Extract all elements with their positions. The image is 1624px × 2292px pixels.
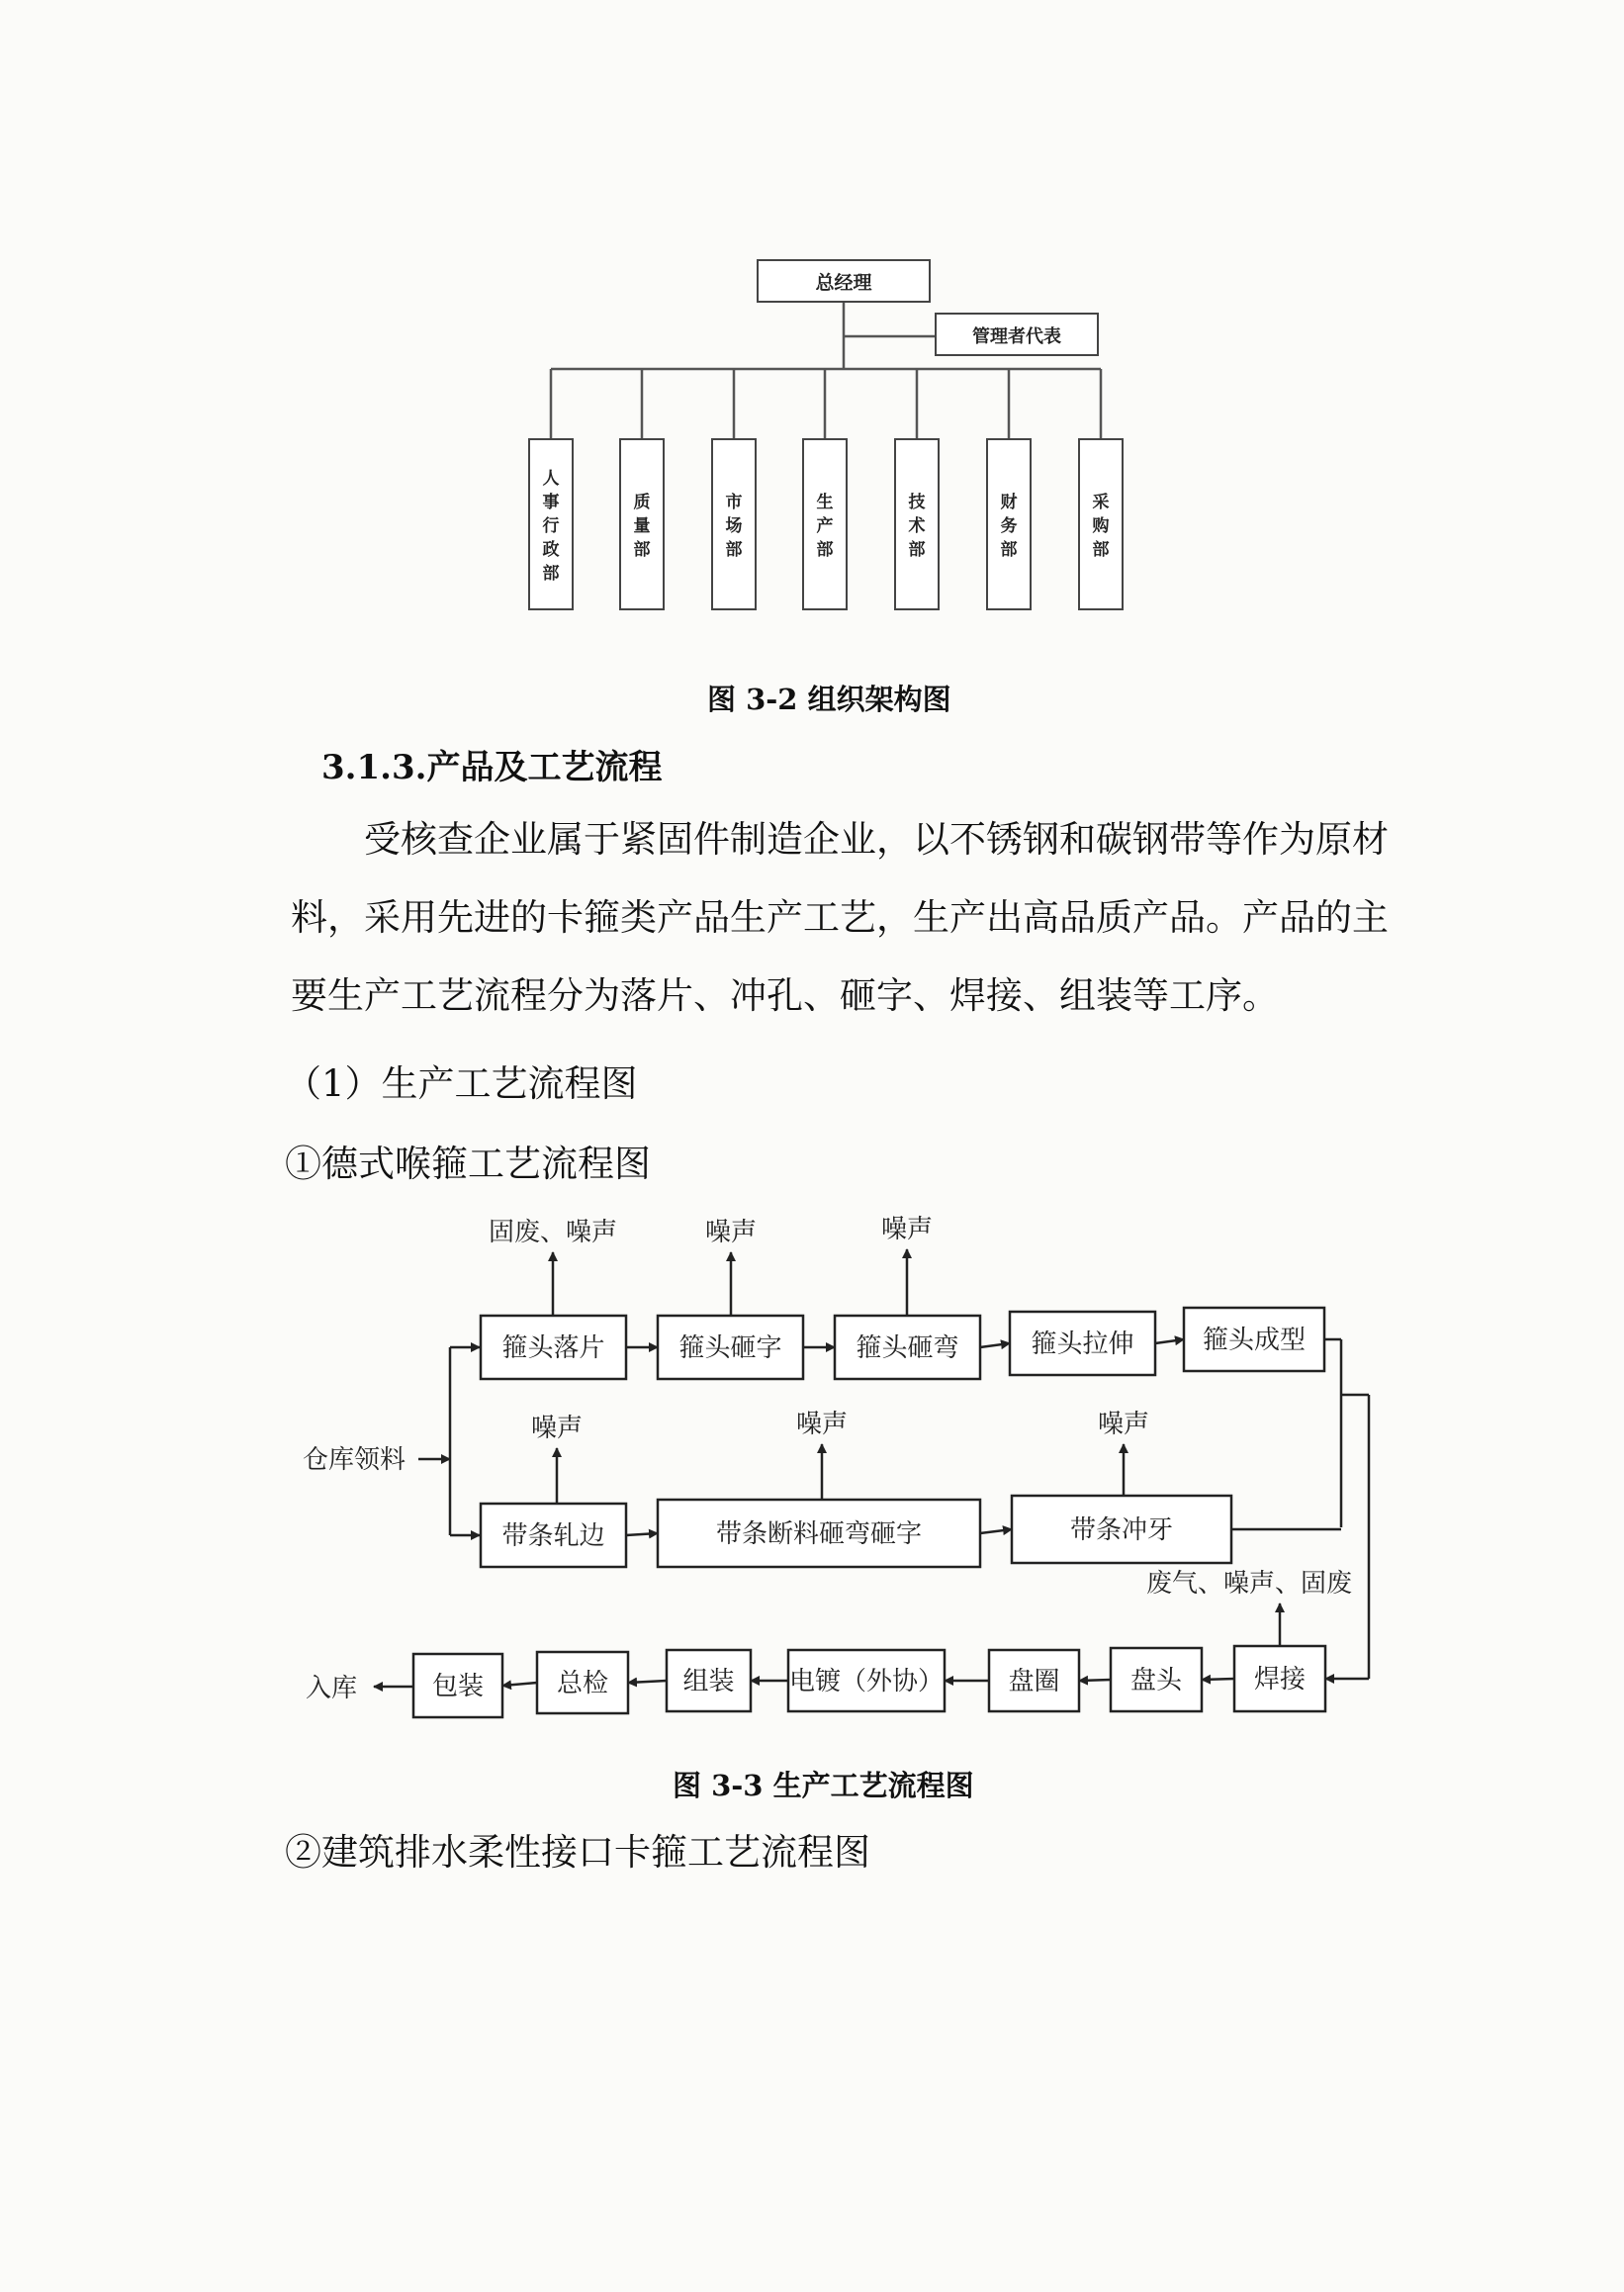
- flow-box-3: [835, 1316, 980, 1379]
- flow-box-1: [481, 1316, 626, 1379]
- flow-box-final-1: [1234, 1646, 1325, 1711]
- flow-box-4: [1010, 1312, 1155, 1375]
- org-dept-label-char: 务: [1000, 516, 1018, 536]
- flow-box-final-5: [667, 1650, 751, 1711]
- org-dept-label-char: 技: [908, 493, 926, 512]
- flow-sink: 入库: [305, 1674, 358, 1703]
- figure-3-3-caption: 图 3-3 生产工艺流程图: [673, 1769, 974, 1802]
- flow-box-strip-3-label: 带条冲牙: [1069, 1515, 1174, 1545]
- org-dept-label-char: 部: [725, 540, 743, 560]
- subheading-process-chart: （1）生产工艺流程图: [285, 1062, 638, 1105]
- org-dept-label-char: 人: [542, 469, 560, 489]
- paragraph-line: 要生产工艺流程分为落片、冲孔、砸字、焊接、组装等工序。: [291, 974, 1279, 1017]
- org-dept-label-char: 购: [1092, 516, 1110, 536]
- flow-box-strip-1: [481, 1504, 626, 1567]
- flow-box-4-label: 箍头拉伸: [1031, 1329, 1134, 1359]
- org-top-label: 总经理: [815, 272, 872, 294]
- flow-box-2-label: 箍头砸字: [678, 1333, 782, 1363]
- flow-box-5-label: 箍头成型: [1202, 1326, 1307, 1355]
- section-heading: 3.1.3.产品及工艺流程: [321, 748, 663, 787]
- flow-box-final-6-label: 总检: [556, 1669, 609, 1698]
- flow-box-final-3: [989, 1650, 1079, 1711]
- flow-box-final-1-label: 焊接: [1253, 1665, 1307, 1695]
- flow-box-strip-3: [1012, 1496, 1231, 1563]
- flow-box-5: [1184, 1308, 1324, 1371]
- org-dept-label-char: 部: [542, 564, 560, 584]
- flow-box-final-7-label: 包装: [431, 1672, 485, 1701]
- org-dept-label-char: 场: [725, 516, 743, 536]
- flow-emission-row2: 噪声: [530, 1414, 584, 1443]
- org-dept-label-char: 质: [633, 493, 651, 512]
- org-dept-label-char: 市: [725, 493, 743, 512]
- paragraph-line: 料，采用先进的卡箍类产品生产工艺，生产出高品质产品。产品的主: [291, 896, 1389, 939]
- flow-emission-weld: 废气、噪声、固废: [1145, 1569, 1353, 1599]
- flow-box-final-5-label: 组装: [682, 1667, 735, 1696]
- flow-emission-row1: 噪声: [880, 1215, 934, 1244]
- flow-box-strip-1-label: 带条轧边: [501, 1521, 605, 1551]
- flow-box-final-6: [537, 1652, 628, 1713]
- flow-box-strip-2: [658, 1500, 980, 1567]
- org-rep-label: 管理者代表: [972, 326, 1061, 347]
- flow-box-1-label: 箍头落片: [501, 1333, 605, 1363]
- org-dept-label-char: 采: [1092, 493, 1110, 512]
- org-dept-label-char: 政: [542, 540, 560, 560]
- org-dept-label-char: 行: [542, 516, 560, 536]
- flow-box-final-7: [413, 1654, 502, 1717]
- flow-box-final-3-label: 盘圈: [1008, 1667, 1060, 1696]
- org-dept-label-char: 部: [1000, 540, 1018, 560]
- org-dept-label-char: 部: [633, 540, 651, 560]
- subheading-drainage-clamp: ②建筑排水柔性接口卡箍工艺流程图: [285, 1831, 870, 1874]
- flow-emission-row1: 固废、噪声: [488, 1218, 618, 1247]
- flow-box-final-4-label: 电镀（外协）: [788, 1667, 945, 1696]
- paragraph-line: 受核查企业属于紧固件制造企业，以不锈钢和碳钢带等作为原材: [364, 818, 1389, 861]
- org-dept-label-char: 部: [1092, 540, 1110, 560]
- flow-box-3-label: 箍头砸弯: [856, 1333, 959, 1363]
- subheading-german-hose-clamp: ①德式喉箍工艺流程图: [285, 1143, 651, 1185]
- org-dept-label-char: 产: [816, 516, 834, 536]
- org-dept-label-char: 部: [816, 540, 834, 560]
- org-dept-label-char: 事: [542, 493, 560, 512]
- flow-source: 仓库领料: [302, 1445, 406, 1475]
- org-dept-label-char: 部: [908, 540, 926, 560]
- figure-3-2-caption: 图 3-2 组织架构图: [707, 683, 951, 716]
- org-dept-label-char: 生: [816, 493, 834, 512]
- flow-box-strip-2-label: 带条断料砸弯砸字: [715, 1519, 923, 1549]
- org-dept-label-char: 财: [1000, 493, 1018, 512]
- flow-emission-row1: 噪声: [704, 1218, 758, 1247]
- flow-box-final-4: [788, 1650, 945, 1711]
- flow-box-final-2: [1111, 1648, 1202, 1711]
- flow-emission-row2: 噪声: [1097, 1410, 1150, 1439]
- org-dept-label-char: 量: [633, 516, 651, 536]
- flow-box-2: [658, 1316, 803, 1379]
- org-dept-label-char: 术: [908, 516, 926, 536]
- flow-box-final-2-label: 盘头: [1129, 1666, 1183, 1696]
- flow-emission-row2: 噪声: [795, 1410, 849, 1439]
